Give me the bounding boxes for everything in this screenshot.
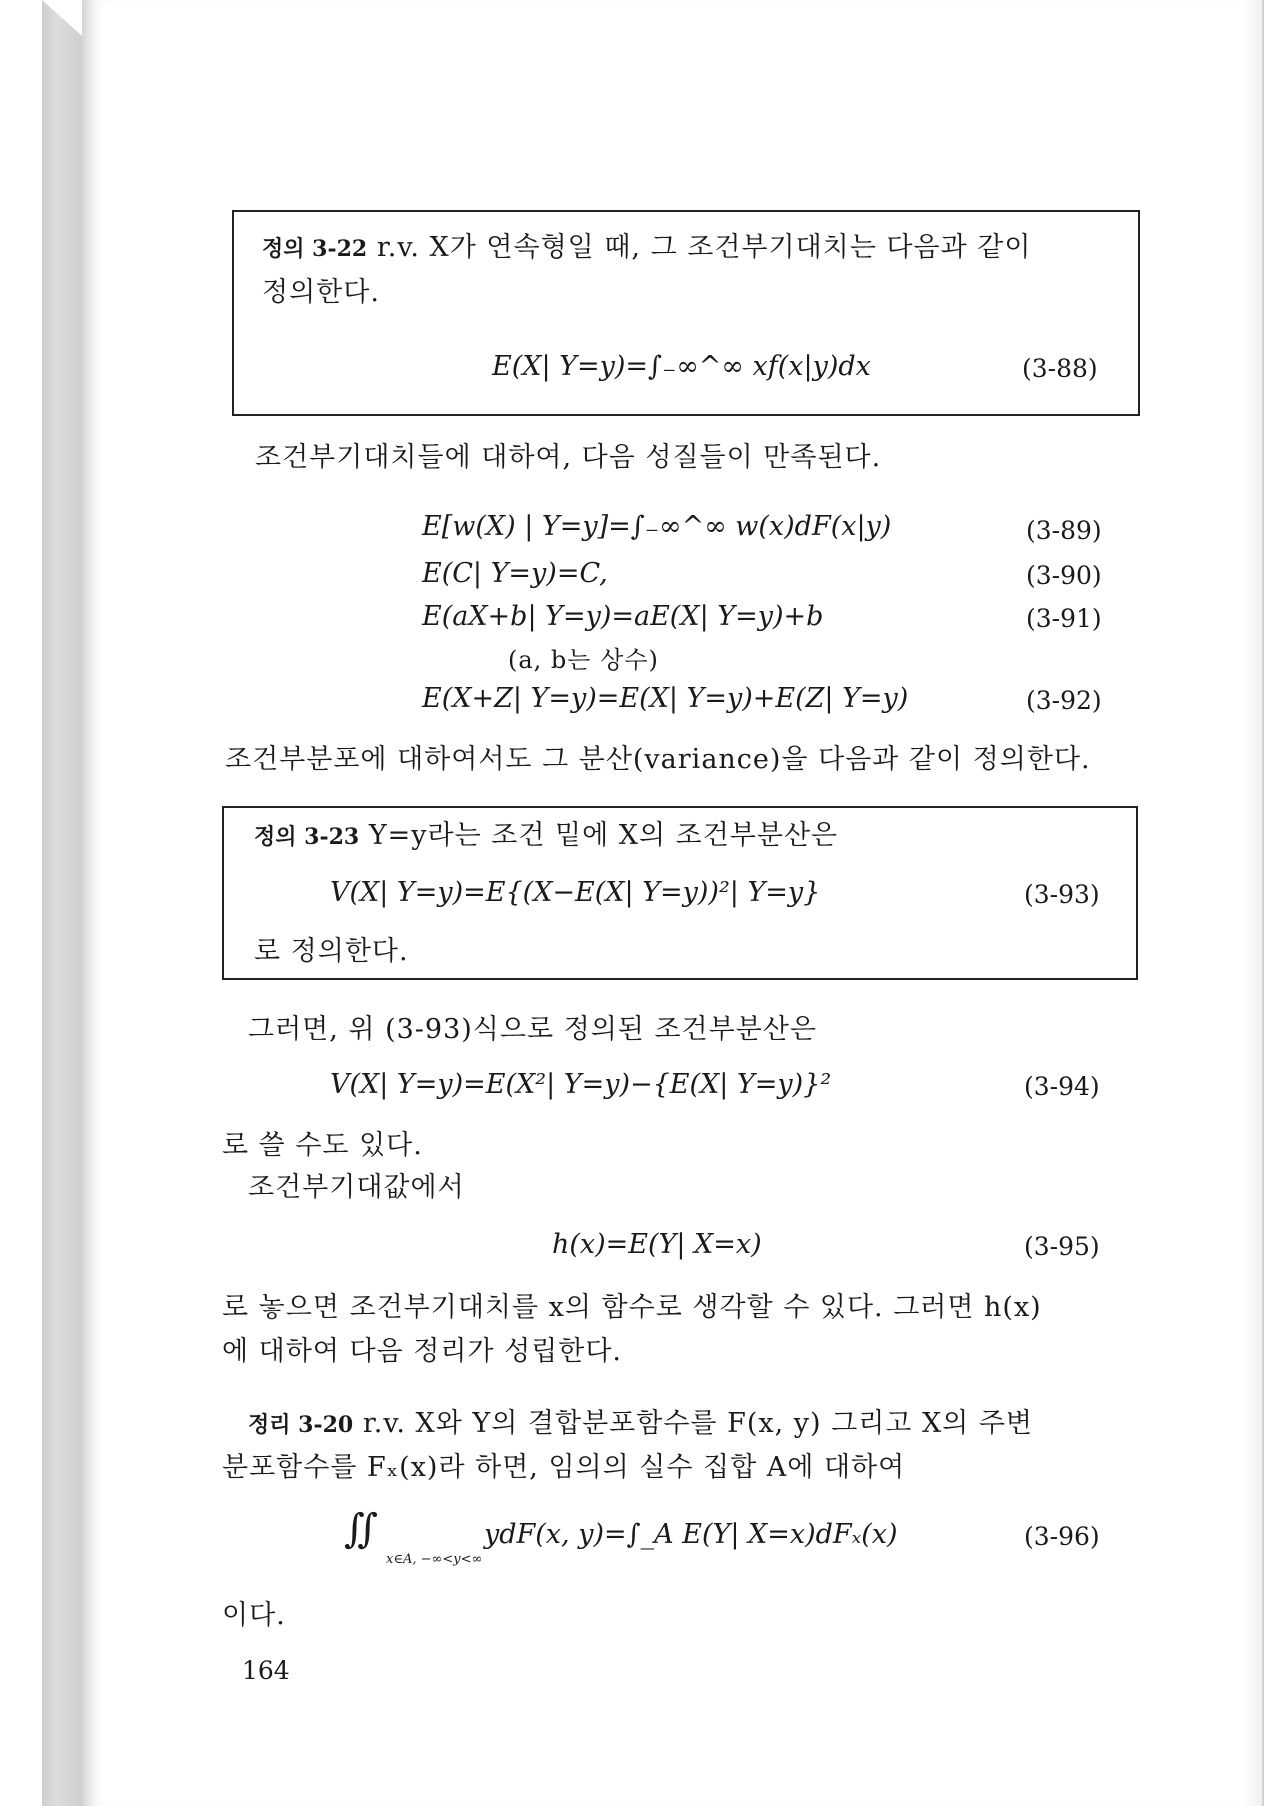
equation-3-91: E(aX+b| Y=y)=aE(X| Y=y)+b [422, 601, 824, 632]
page-number: 164 [242, 1656, 290, 1685]
equation-3-94: V(X| Y=y)=E(X²| Y=y)−{E(X| Y=y)}² [330, 1069, 832, 1100]
equation-number-3-90: (3-90) [1026, 561, 1102, 590]
equation-3-95: h(x)=E(Y| X=x) [552, 1229, 762, 1260]
can-write-text: 로 쓸 수도 있다. [222, 1130, 423, 1161]
double-integral-sign: ∬ [344, 1506, 379, 1552]
equation-number-3-89: (3-89) [1026, 516, 1102, 545]
from-expectation-text: 조건부기대값에서 [248, 1172, 465, 1203]
constants-note: (a, b는 상수) [508, 646, 659, 674]
equation-3-89: E[w(X) | Y=y]=∫₋∞^∞ w(x)dF(x|y) [422, 511, 892, 542]
book-spine [0, 0, 82, 1806]
integral-subscript: x∈A, −∞<y<∞ [386, 1552, 483, 1567]
theorem-3-20-label: 정리 3-20 [248, 1412, 354, 1438]
definition-3-22-line2: 정의한다. [262, 277, 380, 308]
definition-3-22-line1 [262, 230, 1031, 267]
variance-intro: 조건부분포에 대하여서도 그 분산(variance)을 다음과 같이 정의한다. [225, 744, 1091, 775]
equation-3-90: E(C| Y=y)=C, [422, 558, 608, 589]
equation-3-96: ydF(x, y)=∫_A E(Y| X=x)dFₓ(x) [484, 1519, 898, 1550]
equation-3-88: E(X| Y=y)=∫₋∞^∞ xf(x|y)dx [492, 351, 871, 382]
setting-line2: 에 대하여 다음 정리가 성립한다. [222, 1336, 622, 1367]
setting-line1: 로 놓으면 조건부기대치를 x의 함수로 생각할 수 있다. 그러면 h(x) [222, 1292, 1042, 1323]
theorem-3-20-text: r.v. X와 Y의 결합분포함수를 F(x, y) 그리고 X의 주변 [362, 1408, 1033, 1439]
theorem-3-20-line2: 분포함수를 Fₓ(x)라 하면, 임의의 실수 집합 A에 대하여 [222, 1452, 906, 1483]
equation-3-93: V(X| Y=y)=E{(X−E(X| Y=y))²| Y=y} [330, 877, 821, 908]
definition-3-23-line2: 로 정의한다. [254, 936, 409, 967]
equation-number-3-88: (3-88) [1022, 354, 1098, 383]
definition-3-23-label: 정의 3-23 [254, 824, 360, 850]
then-text: 그러면, 위 (3-93)식으로 정의된 조건부분산은 [248, 1014, 817, 1045]
equation-number-3-94: (3-94) [1024, 1072, 1100, 1101]
equation-number-3-92: (3-92) [1026, 686, 1102, 715]
theorem-3-20-ending: 이다. [222, 1600, 286, 1631]
definition-3-22-label: 정의 3-22 [262, 236, 368, 262]
definition-3-22-text: r.v. X가 연속형일 때, 그 조건부기대치는 다음과 같이 [376, 232, 1032, 263]
theorem-3-20-line1 [248, 1406, 1033, 1443]
definition-3-23-text: Y=y라는 조건 밑에 X의 조건부분산은 [368, 820, 839, 851]
page-edge [1242, 0, 1262, 1806]
definition-3-23-line1 [254, 818, 838, 855]
equation-number-3-93: (3-93) [1024, 880, 1100, 909]
equation-number-3-95: (3-95) [1024, 1232, 1100, 1261]
equation-3-92: E(X+Z| Y=y)=E(X| Y=y)+E(Z| Y=y) [422, 683, 909, 714]
equation-number-3-96: (3-96) [1024, 1522, 1100, 1551]
equation-number-3-91: (3-91) [1026, 604, 1102, 633]
properties-intro: 조건부기대치들에 대하여, 다음 성질들이 만족된다. [255, 442, 882, 473]
